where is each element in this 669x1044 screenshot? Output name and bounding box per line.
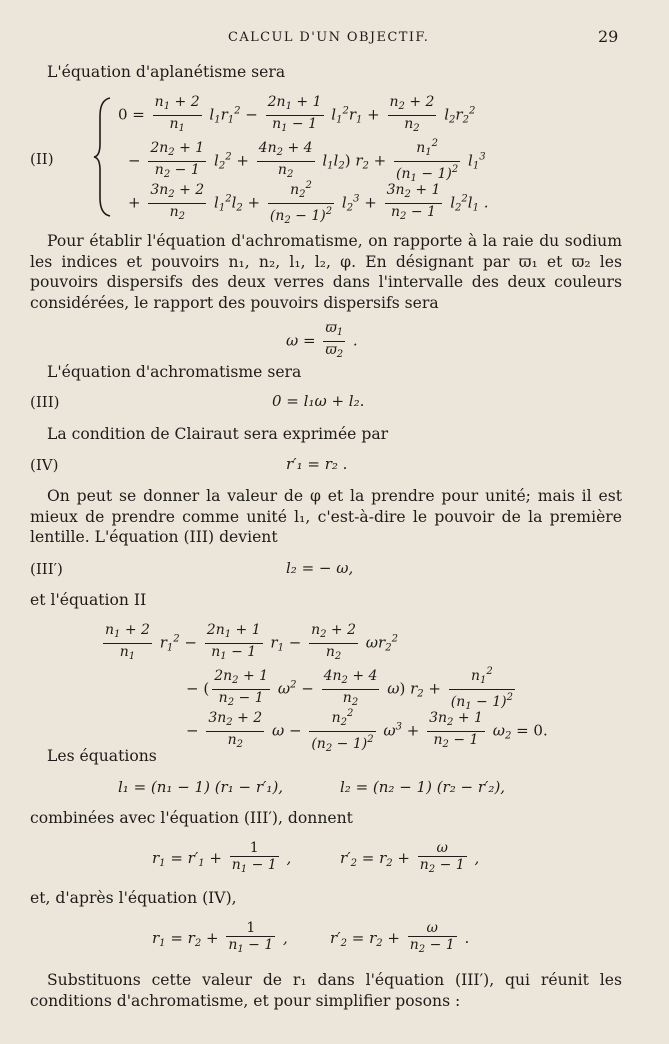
paragraph-aplanetism-intro: L'équation d'aplanétisme sera — [47, 63, 286, 81]
equation-II-row-3: + $\frac{3n_2 + 2}{n_2}$ $l_1^2l_2$ + $\frac{n_2^2}{(n_2 - 1)^2}$ $l_2^3$ + $\frac{3n_2 + 1}{n_2 - 1}$ $l_2^2l_1$ . — [128, 180, 489, 226]
paragraph-unit-choice: On peut se donner la valeur de φ et la prendre pour unité; mais il est mieux de prendre comme unité l₁, c'est-à-dire le pouvoir de la première lentille. L'équation (III) devient — [30, 487, 622, 546]
paragraph-according-iv: et, d'après l'équation (IV), — [30, 889, 237, 907]
equation-label-II: (II) — [30, 150, 54, 168]
equation-r1-from-combined: $r_1 = r'_1$ + $\frac{1}{n_1 - 1}$ , — [152, 840, 292, 875]
equation-label-III: (III) — [30, 393, 60, 411]
final-equation-row-3: − $\frac{3n_2 + 2}{n_2}$ ω − $\frac{n_2^2}{(n_2 - 1)^2}$ $\omega^3$ + $\frac{3n_2 + 1}{n_2 - 1}$ $\omega_2 = 0$. — [186, 708, 548, 754]
paragraph-achromatism-setup: Pour établir l'équation d'achromatisme, on rapporte à la raie du sodium les indices et pouvoirs n₁, n₂, l₁, l₂, φ. En désignant par ϖ₁ et ϖ₂ les pouvoirs dispersifs des deux verres dans l'intervalle des deux couleurs considérées, le rapport des pouvoirs dispersifs sera — [30, 232, 622, 312]
paragraph-combined: combinées avec l'équation (III′), donnent — [30, 809, 353, 827]
equation-IV: r′₁ = r₂ . — [286, 455, 348, 473]
left-brace-icon — [92, 96, 114, 218]
final-equation-row-2: − ( $\frac{2n_2 + 1}{n_2 - 1}$ $\omega^2$ − $\frac{4n_2 + 4}{n_2}$ ω) $r_2$ + $\frac{n_1^2}{(n_1 - 1)^2}$ — [186, 666, 513, 712]
paragraph-achromatism-intro: L'équation d'achromatisme sera — [47, 363, 302, 381]
equation-lens-2: l₂ = (n₂ − 1) (r₂ − r′₂), — [340, 778, 506, 796]
equation-III: 0 = l₁ω + l₂. — [272, 392, 365, 410]
equation-r2-prime-from-iv: $r'_2 = r_2$ + $\frac{\omega}{n_2 - 1}$ . — [330, 920, 470, 955]
equation-label-III-prime: (III′) — [30, 560, 63, 578]
equation-omega: ω = $\frac{ϖ_1}{ϖ_2}$ . — [286, 320, 358, 360]
equation-III-prime: l₂ = − ω, — [286, 559, 354, 577]
equation-r2-prime-from-combined: $r'_2 = r_2$ + $\frac{\omega}{n_2 - 1}$ , — [340, 840, 480, 875]
equation-label-IV: (IV) — [30, 456, 59, 474]
equation-r1-from-iv: $r_1 = r_2$ + $\frac{1}{n_1 - 1}$ , — [152, 920, 288, 955]
paragraph-substitute: Substituons cette valeur de r₁ dans l'équation (III′), qui réunit les conditions d'achromatisme, et pour simplifier posons : — [30, 971, 622, 1010]
page-number: 29 — [598, 27, 619, 46]
equation-lens-1: l₁ = (n₁ − 1) (r₁ − r′₁), — [118, 778, 284, 796]
paragraph-les-equations: Les équations — [47, 747, 157, 765]
equation-II-row-1: 0 = $\frac{n_1 + 2}{n_1}$ $l_1r_1^2$ − $\frac{2n_1 + 1}{n_1 - 1}$ $l_1^2r_1$ + $\frac{n_2 + 2}{n_2}$ $l_2r_2^2$ — [118, 94, 476, 134]
paragraph-and-eq-two: et l'équation II — [30, 591, 147, 609]
running-title: CALCUL D'UN OBJECTIF. — [228, 30, 430, 45]
equation-II-row-2: − $\frac{2n_2 + 1}{n_2 - 1}$ $l_2^2$ + $\frac{4n_2 + 4}{n_2}$ $l_1l_2$) $r_2$ + $\frac{n_1^2}{(n_1 - 1)^2}$ $l_1^3$ — [128, 138, 486, 184]
final-equation-row-1: $\frac{n_1 + 2}{n_1}$ $r_1^2$ − $\frac{2n_1 + 1}{n_1 - 1}$ $r_1$ − $\frac{n_2 + 2}{n_2}$ $\omega r_2^2$ — [105, 622, 398, 662]
paragraph-clairaut-intro: La condition de Clairaut sera exprimée par — [47, 425, 389, 443]
